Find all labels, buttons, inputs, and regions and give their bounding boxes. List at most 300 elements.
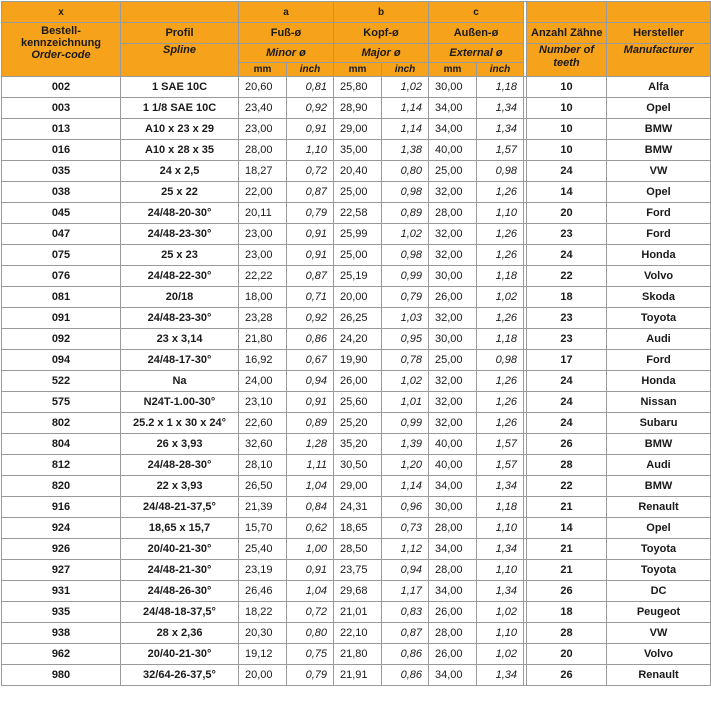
major-mm-cell: 35,00: [334, 140, 382, 161]
minor-mm-cell: 18,00: [239, 287, 287, 308]
profile-cell: 1 SAE 10C: [121, 77, 239, 98]
external-mm-cell: 32,00: [429, 245, 477, 266]
table-row: [2, 665, 711, 686]
unit-mm-b: mm: [334, 63, 382, 77]
minor-inch-cell: 0,87: [287, 182, 334, 203]
profile-cell: 24/48-23-30°: [121, 224, 239, 245]
external-mm-cell: 30,00: [429, 329, 477, 350]
minor-mm-cell: 20,11: [239, 203, 287, 224]
external-inch-cell: 1,02: [477, 644, 524, 665]
minor-mm-cell: 22,00: [239, 182, 287, 203]
order-code-cell: 038: [2, 182, 121, 203]
order-code-cell: 003: [2, 98, 121, 119]
major-inch-cell: 1,20: [382, 455, 429, 476]
teeth-cell: 17: [527, 350, 607, 371]
major-mm-cell: 29,68: [334, 581, 382, 602]
table-row: [2, 119, 711, 140]
major-mm-cell: 18,65: [334, 518, 382, 539]
external-mm-cell: 30,00: [429, 497, 477, 518]
profile-cell: 24/48-22-30°: [121, 266, 239, 287]
minor-mm-cell: 22,60: [239, 413, 287, 434]
external-inch-cell: 1,02: [477, 602, 524, 623]
external-mm-cell: 32,00: [429, 224, 477, 245]
manufacturer-cell: Peugeot: [607, 602, 711, 623]
header-blank-maker: [607, 2, 711, 23]
order-code-cell: 812: [2, 455, 121, 476]
teeth-cell: 23: [527, 224, 607, 245]
external-mm-cell: 32,00: [429, 413, 477, 434]
external-inch-cell: 1,26: [477, 182, 524, 203]
major-inch-cell: 0,95: [382, 329, 429, 350]
header-title-row: [2, 23, 711, 44]
order-code-cell: 081: [2, 287, 121, 308]
external-inch-cell: 1,26: [477, 245, 524, 266]
major-inch-cell: 0,80: [382, 161, 429, 182]
external-mm-cell: 28,00: [429, 518, 477, 539]
major-mm-cell: 21,01: [334, 602, 382, 623]
minor-inch-cell: 0,89: [287, 413, 334, 434]
major-inch-cell: 1,03: [382, 308, 429, 329]
minor-mm-cell: 16,92: [239, 350, 287, 371]
manufacturer-cell: Toyota: [607, 308, 711, 329]
teeth-label-de: Anzahl Zähne: [527, 23, 607, 44]
major-inch-cell: 0,87: [382, 623, 429, 644]
teeth-cell: 10: [527, 77, 607, 98]
major-mm-cell: 20,00: [334, 287, 382, 308]
minor-inch-cell: 0,91: [287, 392, 334, 413]
major-inch-cell: 0,99: [382, 413, 429, 434]
major-mm-cell: 25,80: [334, 77, 382, 98]
external-inch-cell: 0,98: [477, 350, 524, 371]
major-mm-cell: 25,00: [334, 182, 382, 203]
major-mm-cell: 25,19: [334, 266, 382, 287]
teeth-cell: 18: [527, 602, 607, 623]
table-row: [2, 476, 711, 497]
minor-inch-cell: 0,72: [287, 602, 334, 623]
minor-inch-cell: 0,62: [287, 518, 334, 539]
order-code-label-de-1: Bestell-: [41, 25, 81, 37]
minor-mm-cell: 18,22: [239, 602, 287, 623]
minor-inch-cell: 1,10: [287, 140, 334, 161]
minor-inch-cell: 1,11: [287, 455, 334, 476]
minor-inch-cell: 0,92: [287, 98, 334, 119]
external-inch-cell: 1,18: [477, 329, 524, 350]
external-mm-cell: 26,00: [429, 602, 477, 623]
profile-cell: 24/48-21-30°: [121, 560, 239, 581]
manufacturer-cell: Honda: [607, 371, 711, 392]
major-inch-cell: 0,99: [382, 266, 429, 287]
header-b: b: [334, 2, 429, 23]
table-row: [2, 245, 711, 266]
profile-cell: N24T-1.00-30°: [121, 392, 239, 413]
major-inch-cell: 1,12: [382, 539, 429, 560]
major-inch-cell: 0,86: [382, 665, 429, 686]
unit-mm-c: mm: [429, 63, 477, 77]
major-mm-cell: 22,58: [334, 203, 382, 224]
teeth-cell: 26: [527, 581, 607, 602]
minor-mm-cell: 26,46: [239, 581, 287, 602]
major-inch-cell: 1,14: [382, 98, 429, 119]
table-row: [2, 140, 711, 161]
major-mm-cell: 29,00: [334, 476, 382, 497]
manufacturer-cell: Volvo: [607, 266, 711, 287]
major-inch-cell: 0,98: [382, 182, 429, 203]
major-inch-cell: 0,96: [382, 497, 429, 518]
major-inch-cell: 1,14: [382, 476, 429, 497]
teeth-cell: 21: [527, 497, 607, 518]
major-mm-cell: 22,10: [334, 623, 382, 644]
minor-mm-cell: 23,00: [239, 224, 287, 245]
external-inch-cell: 1,34: [477, 98, 524, 119]
major-mm-cell: 21,80: [334, 644, 382, 665]
major-mm-cell: 25,20: [334, 413, 382, 434]
manufacturer-cell: BMW: [607, 140, 711, 161]
minor-inch-cell: 1,00: [287, 539, 334, 560]
table-row: [2, 266, 711, 287]
teeth-cell: 23: [527, 329, 607, 350]
external-mm-cell: 34,00: [429, 476, 477, 497]
external-inch-cell: 1,02: [477, 287, 524, 308]
external-inch-cell: 1,26: [477, 371, 524, 392]
minor-inch-cell: 0,67: [287, 350, 334, 371]
minor-mm-cell: 28,00: [239, 140, 287, 161]
minor-mm-cell: 24,00: [239, 371, 287, 392]
major-inch-cell: 1,02: [382, 224, 429, 245]
profile-cell: 18,65 x 15,7: [121, 518, 239, 539]
minor-label-en: Minor ø: [239, 44, 334, 63]
major-label-en: Major ø: [334, 44, 429, 63]
manufacturer-cell: Ford: [607, 203, 711, 224]
manufacturer-cell: Opel: [607, 98, 711, 119]
order-code-cell: 926: [2, 539, 121, 560]
table-row: [2, 329, 711, 350]
external-mm-cell: 34,00: [429, 539, 477, 560]
external-mm-cell: 30,00: [429, 77, 477, 98]
external-mm-cell: 34,00: [429, 581, 477, 602]
header-blank-teeth: [527, 2, 607, 23]
major-inch-cell: 1,38: [382, 140, 429, 161]
external-inch-cell: 1,10: [477, 560, 524, 581]
profile-cell: 25 x 22: [121, 182, 239, 203]
teeth-cell: 24: [527, 245, 607, 266]
teeth-label-en-1: Number of: [539, 44, 595, 56]
major-inch-cell: 0,94: [382, 560, 429, 581]
profile-cell: A10 x 28 x 35: [121, 140, 239, 161]
external-mm-cell: 40,00: [429, 434, 477, 455]
teeth-cell: 22: [527, 476, 607, 497]
table-row: [2, 518, 711, 539]
external-label-en: External ø: [429, 44, 524, 63]
minor-inch-cell: 0,79: [287, 665, 334, 686]
external-mm-cell: 32,00: [429, 371, 477, 392]
header-x: x: [2, 2, 121, 23]
order-code-label-en: Order-code: [31, 49, 91, 61]
teeth-cell: 24: [527, 392, 607, 413]
order-code-cell: 927: [2, 560, 121, 581]
order-code-cell: 938: [2, 623, 121, 644]
external-inch-cell: 1,57: [477, 455, 524, 476]
table-row: [2, 371, 711, 392]
profile-cell: 25 x 23: [121, 245, 239, 266]
teeth-cell: 23: [527, 308, 607, 329]
external-inch-cell: 1,34: [477, 476, 524, 497]
teeth-cell: 10: [527, 98, 607, 119]
external-mm-cell: 32,00: [429, 308, 477, 329]
major-inch-cell: 1,17: [382, 581, 429, 602]
order-code-label-de-2: kennzeichnung: [20, 37, 102, 49]
major-mm-cell: 29,00: [334, 119, 382, 140]
major-mm-cell: 28,90: [334, 98, 382, 119]
table-row: [2, 182, 711, 203]
manufacturer-cell: Renault: [607, 497, 711, 518]
manufacturer-cell: Volvo: [607, 644, 711, 665]
table-row: [2, 455, 711, 476]
teeth-cell: 24: [527, 161, 607, 182]
order-code-cell: 045: [2, 203, 121, 224]
minor-inch-cell: 1,04: [287, 581, 334, 602]
profile-cell: 24/48-17-30°: [121, 350, 239, 371]
external-mm-cell: 26,00: [429, 644, 477, 665]
teeth-cell: 28: [527, 623, 607, 644]
header-letter-row: [2, 2, 711, 23]
table-row: [2, 308, 711, 329]
major-inch-cell: 0,98: [382, 245, 429, 266]
major-mm-cell: 25,99: [334, 224, 382, 245]
minor-inch-cell: 0,81: [287, 77, 334, 98]
major-inch-cell: 0,86: [382, 644, 429, 665]
table-row: [2, 98, 711, 119]
external-inch-cell: 1,26: [477, 413, 524, 434]
teeth-cell: 28: [527, 455, 607, 476]
major-mm-cell: 19,90: [334, 350, 382, 371]
table-body: [2, 77, 711, 686]
external-mm-cell: 26,00: [429, 287, 477, 308]
external-mm-cell: 25,00: [429, 350, 477, 371]
teeth-cell: 26: [527, 665, 607, 686]
minor-mm-cell: 20,60: [239, 77, 287, 98]
profile-cell: 24 x 2,5: [121, 161, 239, 182]
major-mm-cell: 26,00: [334, 371, 382, 392]
major-label-de: Kopf-ø: [334, 23, 429, 44]
teeth-cell: 10: [527, 119, 607, 140]
manufacturer-cell: VW: [607, 623, 711, 644]
major-mm-cell: 20,40: [334, 161, 382, 182]
minor-inch-cell: 0,91: [287, 245, 334, 266]
order-code-cell: 076: [2, 266, 121, 287]
teeth-cell: 14: [527, 518, 607, 539]
major-mm-cell: 24,31: [334, 497, 382, 518]
minor-mm-cell: 20,30: [239, 623, 287, 644]
minor-mm-cell: 23,00: [239, 119, 287, 140]
profile-cell: 20/40-21-30°: [121, 644, 239, 665]
minor-mm-cell: 23,40: [239, 98, 287, 119]
profile-cell: 20/40-21-30°: [121, 539, 239, 560]
manufacturer-cell: Toyota: [607, 539, 711, 560]
manufacturer-cell: VW: [607, 161, 711, 182]
teeth-cell: 14: [527, 182, 607, 203]
external-mm-cell: 34,00: [429, 119, 477, 140]
manufacturer-cell: Opel: [607, 182, 711, 203]
minor-mm-cell: 23,19: [239, 560, 287, 581]
profile-cell: 24/48-20-30°: [121, 203, 239, 224]
manufacturer-cell: Opel: [607, 518, 711, 539]
order-code-cell: 820: [2, 476, 121, 497]
minor-inch-cell: 0,72: [287, 161, 334, 182]
major-mm-cell: 25,00: [334, 245, 382, 266]
profile-cell: 28 x 2,36: [121, 623, 239, 644]
profile-cell: 24/48-21-37,5°: [121, 497, 239, 518]
table-row: [2, 539, 711, 560]
table-row: [2, 623, 711, 644]
minor-inch-cell: 0,84: [287, 497, 334, 518]
major-mm-cell: 30,50: [334, 455, 382, 476]
order-code-cell: 035: [2, 161, 121, 182]
external-mm-cell: 34,00: [429, 665, 477, 686]
order-code-cell: 931: [2, 581, 121, 602]
minor-inch-cell: 1,28: [287, 434, 334, 455]
manufacturer-cell: DC: [607, 581, 711, 602]
manufacturer-cell: Nissan: [607, 392, 711, 413]
minor-mm-cell: 23,10: [239, 392, 287, 413]
table-row: [2, 560, 711, 581]
order-code-header: [2, 23, 121, 77]
external-inch-cell: 1,57: [477, 140, 524, 161]
manufacturer-cell: Toyota: [607, 560, 711, 581]
table-row: [2, 161, 711, 182]
minor-mm-cell: 23,00: [239, 245, 287, 266]
minor-inch-cell: 0,87: [287, 266, 334, 287]
external-mm-cell: 30,00: [429, 266, 477, 287]
spline-spec-table: [1, 1, 711, 686]
major-mm-cell: 25,60: [334, 392, 382, 413]
minor-inch-cell: 0,94: [287, 371, 334, 392]
order-code-cell: 924: [2, 518, 121, 539]
external-inch-cell: 0,98: [477, 161, 524, 182]
teeth-cell: 21: [527, 539, 607, 560]
external-inch-cell: 1,34: [477, 665, 524, 686]
external-inch-cell: 1,34: [477, 581, 524, 602]
order-code-cell: 047: [2, 224, 121, 245]
profile-cell: 22 x 3,93: [121, 476, 239, 497]
order-code-cell: 916: [2, 497, 121, 518]
minor-inch-cell: 0,91: [287, 560, 334, 581]
external-mm-cell: 40,00: [429, 455, 477, 476]
minor-inch-cell: 0,92: [287, 308, 334, 329]
external-mm-cell: 28,00: [429, 560, 477, 581]
table-row: [2, 602, 711, 623]
order-code-cell: 075: [2, 245, 121, 266]
external-mm-cell: 32,00: [429, 392, 477, 413]
minor-mm-cell: 18,27: [239, 161, 287, 182]
table-row: [2, 203, 711, 224]
header-blank: [121, 2, 239, 23]
table-row: [2, 392, 711, 413]
order-code-cell: 522: [2, 371, 121, 392]
minor-inch-cell: 0,80: [287, 623, 334, 644]
order-code-cell: 094: [2, 350, 121, 371]
external-mm-cell: 34,00: [429, 98, 477, 119]
teeth-cell: 21: [527, 560, 607, 581]
table-row: [2, 287, 711, 308]
profile-cell: Na: [121, 371, 239, 392]
teeth-cell: 20: [527, 644, 607, 665]
manufacturer-cell: Ford: [607, 224, 711, 245]
manufacturer-cell: Renault: [607, 665, 711, 686]
major-mm-cell: 21,91: [334, 665, 382, 686]
external-mm-cell: 28,00: [429, 623, 477, 644]
profile-cell: 24/48-26-30°: [121, 581, 239, 602]
teeth-cell: 26: [527, 434, 607, 455]
table-row: [2, 644, 711, 665]
profile-cell: 25.2 x 1 x 30 x 24°: [121, 413, 239, 434]
major-inch-cell: 0,79: [382, 287, 429, 308]
external-inch-cell: 1,18: [477, 266, 524, 287]
external-inch-cell: 1,57: [477, 434, 524, 455]
manufacturer-cell: BMW: [607, 434, 711, 455]
external-mm-cell: 28,00: [429, 203, 477, 224]
teeth-cell: 10: [527, 140, 607, 161]
minor-inch-cell: 0,79: [287, 203, 334, 224]
table-row: [2, 224, 711, 245]
minor-inch-cell: 0,91: [287, 119, 334, 140]
minor-mm-cell: 21,39: [239, 497, 287, 518]
manufacturer-cell: Audi: [607, 329, 711, 350]
manufacturer-cell: Subaru: [607, 413, 711, 434]
external-inch-cell: 1,26: [477, 392, 524, 413]
order-code-cell: 802: [2, 413, 121, 434]
teeth-label-en-2: teeth: [553, 57, 580, 69]
major-inch-cell: 1,14: [382, 119, 429, 140]
table-row: [2, 434, 711, 455]
header-a: a: [239, 2, 334, 23]
table-row: [2, 497, 711, 518]
table-row: [2, 77, 711, 98]
minor-inch-cell: 0,71: [287, 287, 334, 308]
minor-mm-cell: 22,22: [239, 266, 287, 287]
profile-label-de: Profil: [121, 23, 239, 44]
minor-mm-cell: 25,40: [239, 539, 287, 560]
major-inch-cell: 0,73: [382, 518, 429, 539]
unit-mm-a: mm: [239, 63, 287, 77]
manufacturer-cell: Alfa: [607, 77, 711, 98]
table-row: [2, 581, 711, 602]
order-code-cell: 575: [2, 392, 121, 413]
external-inch-cell: 1,26: [477, 308, 524, 329]
external-mm-cell: 25,00: [429, 161, 477, 182]
profile-cell: 23 x 3,14: [121, 329, 239, 350]
minor-mm-cell: 15,70: [239, 518, 287, 539]
minor-mm-cell: 19,12: [239, 644, 287, 665]
external-inch-cell: 1,26: [477, 224, 524, 245]
minor-label-de: Fuß-ø: [239, 23, 334, 44]
external-inch-cell: 1,34: [477, 119, 524, 140]
minor-mm-cell: 20,00: [239, 665, 287, 686]
order-code-cell: 804: [2, 434, 121, 455]
external-mm-cell: 40,00: [429, 140, 477, 161]
order-code-cell: 092: [2, 329, 121, 350]
manufacturer-cell: Honda: [607, 245, 711, 266]
major-mm-cell: 26,25: [334, 308, 382, 329]
major-mm-cell: 23,75: [334, 560, 382, 581]
profile-cell: 24/48-18-37,5°: [121, 602, 239, 623]
unit-inch-c: inch: [477, 63, 524, 77]
order-code-cell: 091: [2, 308, 121, 329]
profile-label-en: Spline: [121, 44, 239, 77]
table-row: [2, 413, 711, 434]
order-code-cell: 962: [2, 644, 121, 665]
major-mm-cell: 35,20: [334, 434, 382, 455]
minor-mm-cell: 23,28: [239, 308, 287, 329]
